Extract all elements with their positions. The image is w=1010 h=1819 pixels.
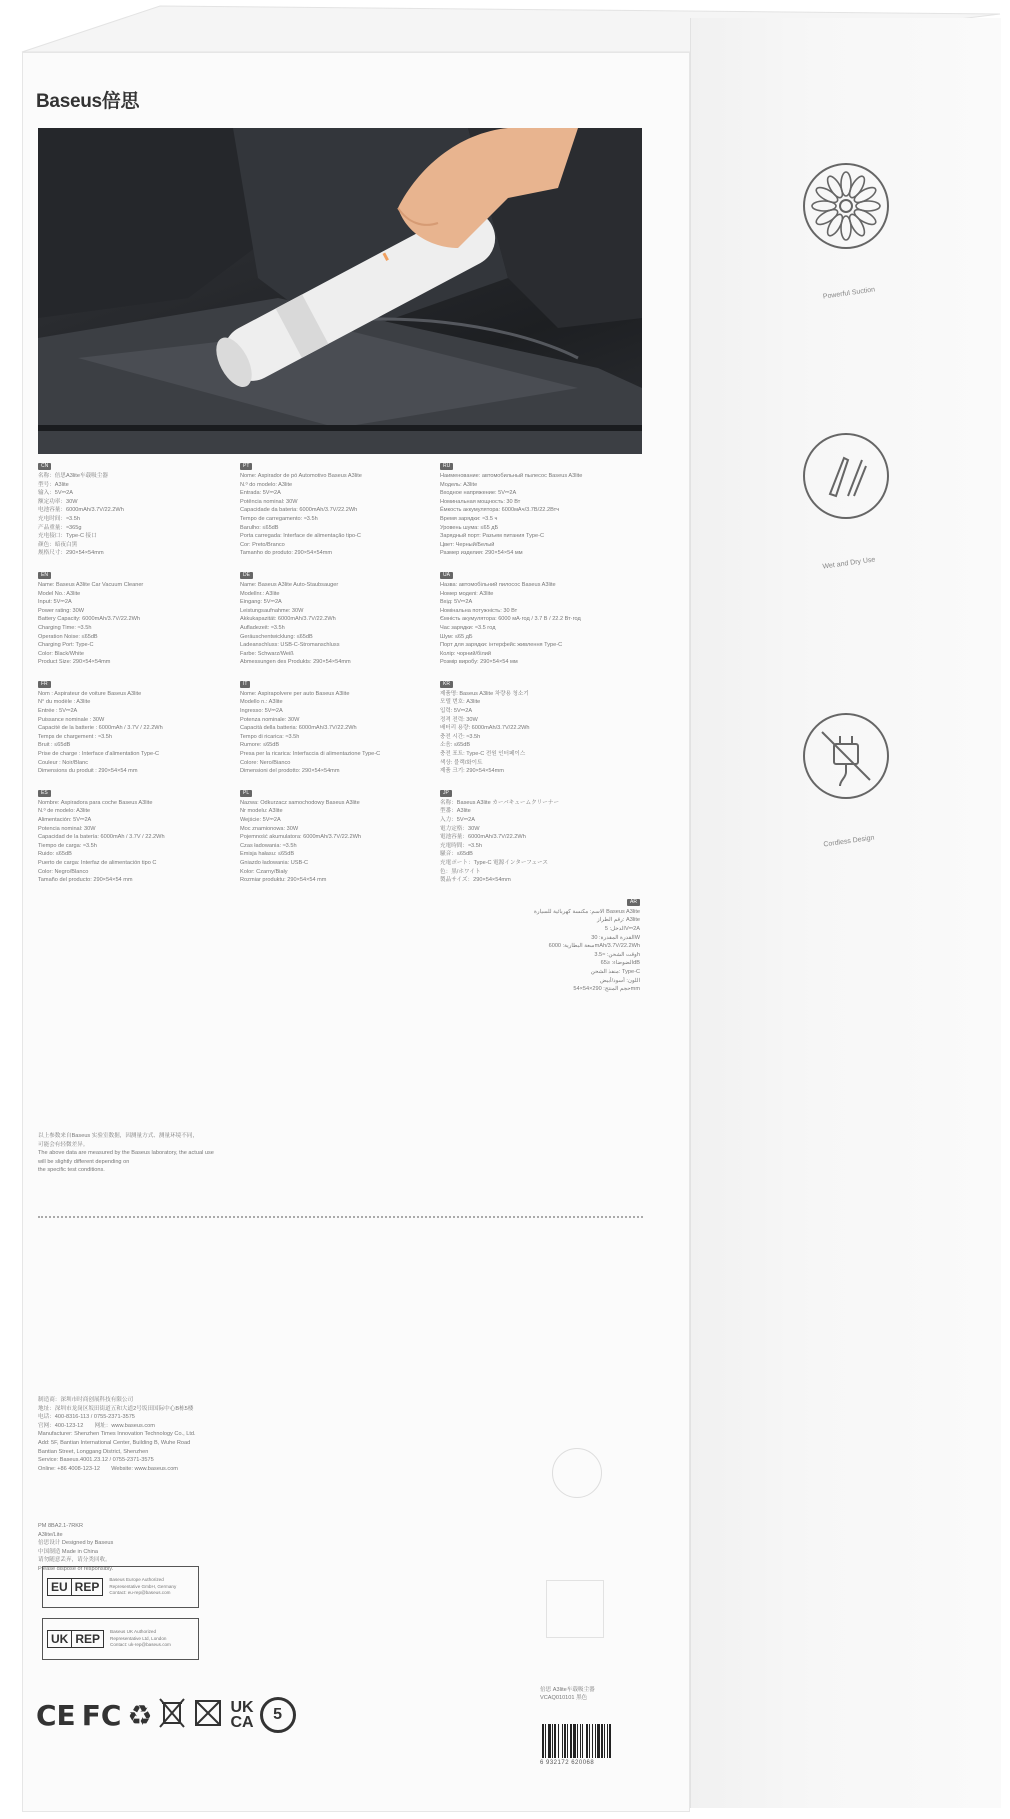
fan-outline: [804, 164, 888, 248]
spec-block: [440, 462, 640, 558]
text-line: Bantian Street, Longgang District, Shenzhen: [38, 1448, 149, 1455]
language-tag: IT: [240, 681, 250, 688]
text-line: 可能会有轻微差异。: [38, 1141, 89, 1148]
text-line: 产品重量：≈365g: [38, 524, 82, 531]
product-photo: [38, 128, 642, 454]
text-line: Вхід: 5V⎓2A: [440, 599, 473, 606]
text-line: Уровень шума: ≤65 дБ: [440, 524, 499, 531]
text-line: 电话：400-8316-113 / 0755-2371-3575: [38, 1414, 135, 1421]
barcode-bar: [564, 1724, 566, 1758]
barcode-bar: [567, 1724, 568, 1758]
text-line: Name: Baseus A3lite Car Vacuum Cleaner: [38, 581, 144, 588]
recycling-class-icon: [192, 1697, 224, 1734]
text-line: Porta carregada: Interface de alimentação tipo-C: [240, 533, 361, 540]
text-line: Ёмкость аккумулятора: 6000мАч/3.7В/22.2Втч: [440, 507, 560, 514]
text-line: N.º do modelo: A3lite: [240, 481, 293, 488]
text-line: will be slightly different depending on: [38, 1158, 130, 1165]
text-line: Цвет: Черный/Белый: [440, 541, 495, 548]
barcode-bar: [562, 1724, 563, 1758]
text-line: Розмір виробу: 290×54×54 мм: [440, 659, 518, 666]
wet-dry-icon: [800, 430, 892, 522]
text-line: Шум: ≤65 дБ: [440, 633, 473, 640]
text-line: Nombre: Aspiradora para coche Baseus A3lite: [38, 799, 153, 806]
text-line: Tempo di ricarica: ≈3.5h: [240, 733, 300, 740]
barcode-bar: [570, 1724, 572, 1758]
text-line: Зарядный порт: Разъем питания Type-C: [440, 533, 545, 540]
eu-rep-address: [109, 1577, 198, 1597]
barcode-bar: [609, 1724, 611, 1758]
spec-disclaimer: [38, 1132, 308, 1175]
text-line: 额定功率：30W: [38, 498, 78, 505]
text-line: Nome: Aspirador de pó Automotivo Baseus A3lite: [240, 473, 362, 479]
text-line: Rumore: ≤65dB: [240, 742, 280, 749]
text-line: Capacidade da bateria: 6000mAh/3.7V/22.2Wh: [240, 507, 358, 514]
box-side-panel: [690, 18, 1001, 1808]
text-line: A3lite/Lite: [38, 1531, 63, 1538]
text-line: Размер изделия: 290×54×54 мм: [440, 550, 523, 557]
text-line: 騒音：≤65dB: [440, 851, 473, 858]
text-line: 정격 전력: 30W: [440, 716, 478, 723]
fan-hub: [840, 200, 852, 212]
text-line: Время зарядки: ≈3.5 ч: [440, 515, 498, 522]
spec-block: [240, 680, 440, 776]
cordless-plug-icon: [800, 710, 892, 802]
text-line: 電池容量：6000mAh/3.7V/22.2Wh: [440, 834, 526, 841]
text-line: 输入：5V⎓2A: [38, 490, 73, 497]
text-line: 入力：5V⎓2A: [440, 817, 475, 823]
text-line: 색상: 블랙/화이트: [440, 759, 483, 766]
text-line: Номінальна потужність: 30 Вт: [440, 607, 518, 614]
spec-block: [440, 680, 640, 776]
text-line: Color: Black/White: [38, 650, 85, 657]
text-line: Cor: Preto/Branco: [240, 541, 285, 548]
text-line: 충전 포트: Type-C 전원 인터페이스: [440, 751, 526, 758]
text-line: Manufacturer: Shenzhen Times Innovation Technology Co., Ltd.: [38, 1431, 196, 1438]
side-label-wet-dry: Wet and Dry Use: [822, 556, 876, 571]
text-line: Colore: Nero/Bianco: [240, 759, 291, 766]
text-line: Color: Negro/Blanco: [38, 868, 89, 875]
text-line: 颜色：暗夜白黑: [38, 541, 78, 548]
barcode-bar: [545, 1724, 546, 1758]
text-line: Порт для зарядки: інтерфейс живлення Type-C: [440, 642, 563, 649]
text-line: Aufladezeit: ≈3.5h: [240, 624, 285, 631]
barcode-bar: [589, 1724, 590, 1758]
text-line: Operation Noise: ≤65dB: [38, 633, 98, 640]
text-line: N° du modèle : A3lite: [38, 699, 91, 706]
text-line: Nome: Aspirapolvere per auto Baseus A3lite: [240, 690, 350, 697]
spec-block: [440, 571, 640, 667]
text-line: Kolor: Czarny/Biały: [240, 868, 288, 875]
text-line: Akkukapazität: 6000mAh/3.7V/22.2Wh: [240, 616, 336, 623]
text-line: The above data are measured by the Baseus laboratory, the actual use: [38, 1150, 214, 1157]
barcode-bar: [573, 1724, 576, 1758]
language-tag: RU: [440, 463, 453, 470]
text-line: 规格尺寸：290×54×54mm: [38, 550, 104, 557]
text-line: 充电接口：Type-C 接口: [38, 533, 97, 540]
language-tag: UA: [440, 572, 453, 579]
text-line: 電力定格：30W: [440, 825, 480, 832]
barcode-bar: [592, 1724, 593, 1758]
text-line: Nr modelu: A3lite: [240, 808, 283, 815]
brand-logo: Baseus倍思: [36, 91, 140, 112]
text-line: Charging Port: Type-C: [38, 642, 94, 649]
text-line: 名称：倍思A3lite车载吸尘器: [38, 473, 108, 479]
text-line: 电池容量：6000mAh/3.7V/22.2Wh: [38, 507, 124, 514]
certification-marks: [36, 1696, 296, 1734]
text-line: Farbe: Schwarz/Weiß: [240, 650, 294, 657]
text-line: 充電時間：≈3.5h: [440, 842, 482, 849]
text-line: Входное напряжение: 5V⎓2A: [440, 490, 517, 497]
text-line: 충전 시간: ≈3.5h: [440, 733, 481, 740]
text-line: Модель: A3lite: [440, 481, 478, 488]
text-line: Add: 5F, Bantian International Center, Building B, Wuhe Road: [38, 1439, 191, 1446]
text-line: Potenza nominale: 30W: [240, 716, 300, 723]
dotted-divider: [38, 1216, 643, 1218]
text-line: Potencia nominal: 30W: [38, 825, 96, 832]
text-line: Modello n.: A3lite: [240, 699, 283, 706]
barcode-bar: [601, 1724, 603, 1758]
text-line: Tiempo de carga: ≈3.5h: [38, 842, 97, 849]
text-line: Presa per la ricarica: Interfaccia di alimentazione Type-C: [240, 751, 381, 758]
text-line: 제품명: Baseus A3lite 차량용 청소기: [440, 690, 529, 697]
text-line: القدرة المقدرة: 30W: [591, 934, 640, 941]
language-tag: AR: [627, 899, 640, 906]
text-line: 배터리 용량: 6000mAh/3.7V/22.2Wh: [440, 725, 530, 732]
text-line: 色：黒/ホワイト: [440, 868, 481, 875]
barcode-bar: [548, 1724, 551, 1758]
text-line: Potência nominal: 30W: [240, 498, 298, 505]
text-line: 倍思 A3lite车载吸尘器: [540, 1687, 595, 1693]
text-line: Charging Time: ≈3.5h: [38, 624, 92, 631]
text-line: Наименование: автомобильный пылесос Baseus A3lite: [440, 473, 583, 479]
language-tag: FR: [38, 681, 51, 688]
text-line: 名称：Baseus A3lite カーバキュームクリーナー: [440, 799, 560, 806]
text-line: PM 8BA2.1-7RKR: [38, 1523, 84, 1529]
barcode-bar: [582, 1724, 583, 1758]
text-line: وقت الشحن: ≈3.5h: [594, 951, 640, 958]
spec-block: [38, 789, 238, 885]
text-line: 以上参数来自Baseus 实验室数据，因测量方式、测量环境不同，: [38, 1133, 199, 1139]
spec-block: [38, 571, 238, 667]
spec-column-3: [440, 462, 640, 1007]
uk-rep-box: [42, 1618, 199, 1660]
text-line: 充电时间：≈3.5h: [38, 515, 80, 522]
barcode: [540, 1722, 640, 1760]
text-line: Nazwa: Odkurzacz samochodowy Baseus A3lite: [240, 799, 360, 806]
text-line: Representative Ltd, London: [110, 1635, 167, 1641]
recycle-icon: ♻: [127, 1699, 153, 1731]
spec-column-2: [240, 462, 440, 898]
barcode-bar: [580, 1724, 581, 1758]
text-line: Please dispose of responsibly.: [38, 1565, 114, 1572]
text-line: Barulho: ≤65dB: [240, 524, 279, 531]
spec-block: [38, 680, 238, 776]
text-line: Entrée : 5V⎓2A: [38, 708, 78, 715]
text-line: Tamaño del producto: 290×54×54 mm: [38, 877, 133, 884]
fc-mark: FC: [81, 1698, 122, 1732]
text-line: Rozmiar produktu: 290×54×54 mm: [240, 877, 327, 884]
text-line: Name: Baseus A3lite Auto-Staubsauger: [240, 581, 339, 588]
text-line: الدخل: 5V⎓2A: [604, 925, 640, 932]
spec-block: [240, 462, 440, 558]
eu-rep-box: [42, 1566, 199, 1608]
text-line: Tempo de carregamento: ≈3.5h: [240, 515, 318, 522]
text-line: N.º de modelo: A3lite: [38, 808, 91, 815]
text-line: 地址：深圳市龙岗区坂田街道五和大道2号坂田国际中心B栋5楼: [38, 1405, 194, 1412]
text-line: Puerto de carga: Interfaz de alimentación tipo C: [38, 859, 157, 866]
weee-bin-icon: [158, 1697, 186, 1734]
text-line: Modellnr.: A3lite: [240, 590, 280, 597]
spec-block: [440, 898, 640, 994]
faint-square-emblem: [546, 1580, 604, 1638]
side-label-cordless: Cordless Design: [823, 834, 875, 849]
text-line: 型号：A3lite: [38, 481, 69, 488]
text-line: Entrada: 5V⎓2A: [240, 490, 281, 497]
text-line: 製品サイズ：290×54×54mm: [440, 877, 511, 884]
text-line: Baseus UK Authorized: [110, 1629, 156, 1635]
language-tag: CN: [38, 463, 51, 470]
text-line: the specific test conditions.: [38, 1167, 105, 1174]
barcode-bar: [542, 1724, 544, 1758]
text-line: Prise de charge : Interface d'alimentation Type-C: [38, 751, 159, 758]
text-line: Power rating: 30W: [38, 607, 85, 614]
text-line: 모델 번호: A3lite: [440, 699, 481, 706]
text-line: Temps de chargement : ≈3.5h: [38, 733, 112, 740]
text-line: Input: 5V⎓2A: [38, 599, 72, 606]
text-line: 소음: ≤65dB: [440, 742, 471, 749]
side-label-suction: Powerful Suction: [822, 286, 876, 301]
text-line: 充電ポート：Type-C 電源インターフェース: [440, 859, 549, 866]
text-line: 입력: 5V⎓2A: [440, 708, 473, 715]
text-line: Wejście: 5V⎓2A: [240, 817, 281, 823]
text-line: Номер моделі: A3lite: [440, 590, 494, 597]
language-tag: PT: [240, 463, 252, 470]
text-line: Czas ładowania: ≈3.5h: [240, 842, 297, 849]
text-line: Pojemność akumulatora: 6000mAh/3.7V/22.2Wh: [240, 834, 361, 841]
text-line: Representative GmbH, Germany: [109, 1583, 177, 1589]
spec-block: [38, 462, 238, 558]
barcode-bar: [604, 1724, 605, 1758]
language-tag: JP: [440, 790, 452, 797]
barcode-number: 6 932172 620068: [540, 1760, 595, 1766]
text-line: 제품 크기: 290×54×54mm: [440, 768, 504, 775]
text-line: Online: +86 4008-123-12 Website: www.baseus.com: [38, 1465, 178, 1472]
barcode-bar: [552, 1724, 553, 1758]
text-line: Leistungsaufnahme: 30W: [240, 607, 304, 614]
text-line: Capacité de la batterie : 6000mAh / 3.7V / 22.2Wh: [38, 725, 163, 732]
text-line: Emisja hałasu: ≤65dB: [240, 851, 295, 858]
text-line: Product Size: 290×54×54mm: [38, 659, 111, 666]
eu-rep-tag: EU REP: [47, 1578, 103, 1596]
text-line: VCAQ010101 黑色: [540, 1695, 588, 1701]
text-line: Назва: автомобільний пилосос Baseus A3lite: [440, 581, 556, 588]
text-line: رقم الطراز: A3lite: [597, 917, 640, 924]
text-line: Alimentación: 5V⎓2A: [38, 817, 92, 823]
text-line: Geräuschentwicklung: ≤65dB: [240, 633, 313, 640]
text-line: Service: Baseus.4001.23.12 / 0755-2371-3575: [38, 1457, 154, 1464]
text-line: Model No.: A3lite: [38, 590, 81, 597]
text-line: 倍思设计 Designed by Baseus: [38, 1540, 114, 1547]
ce-mark: CE: [36, 1698, 76, 1732]
suction-fan-icon: [800, 160, 892, 252]
text-line: الضوضاء: ≤65dB: [600, 960, 640, 967]
class-five-mark: 5: [260, 1697, 296, 1733]
text-line: Номинальная мощность: 30 Вт: [440, 498, 521, 505]
text-line: Eingang: 5V⎓2A: [240, 599, 282, 606]
text-line: حجم المنتج: 290×54×54mm: [573, 986, 640, 993]
text-line: 制造商：深圳市时商创展科技有限公司: [38, 1397, 134, 1403]
text-line: Час зарядки: ≈3.5 год: [440, 624, 496, 631]
spec-column-1: [38, 462, 238, 898]
text-line: سعة البطارية: 6000mAh/3.7V/22.2Wh: [548, 943, 640, 950]
barcode-bar: [554, 1724, 556, 1758]
manufacturer-info: [38, 1396, 338, 1473]
text-line: Contact: uk-rep@baseus.com: [110, 1642, 171, 1648]
ukca-mark: UK CA: [230, 1699, 254, 1731]
barcode-bar: [607, 1724, 608, 1758]
text-line: 型番：A3lite: [440, 808, 471, 815]
text-line: اللون: أسود/أبيض: [599, 977, 640, 984]
text-line: Capacità della batteria: 6000mAh/3.7V/22.2Wh: [240, 725, 357, 732]
language-tag: KR: [440, 681, 453, 688]
text-line: Abmessungen des Produkts: 290×54×54mm: [240, 659, 351, 666]
text-line: Ingresso: 5V⎓2A: [240, 708, 283, 715]
text-line: 中国制造 Made in China: [38, 1548, 98, 1555]
faint-circle-emblem: [552, 1448, 602, 1498]
language-tag: EN: [38, 572, 51, 579]
text-line: Dimensioni del prodotto: 290×54×54mm: [240, 768, 340, 775]
text-line: Battery Capacity: 6000mAh/3.7V/22.2Wh: [38, 616, 140, 623]
barcode-bar: [597, 1724, 600, 1758]
uk-rep-tag: UK REP: [47, 1630, 104, 1648]
text-line: Capacidad de la batería: 6000mAh / 3.7V / 22.2Wh: [38, 834, 165, 841]
text-line: Dimensions du produit : 290×54×54 mm: [38, 768, 138, 775]
language-tag: ES: [38, 790, 51, 797]
text-line: Baseus Europe Authorized: [109, 1577, 164, 1583]
text-line: Nom : Aspirateur de voiture Baseus A3lite: [38, 690, 142, 697]
text-line: Tamanho do produto: 290×54×54mm: [240, 550, 333, 557]
uk-rep-address: [110, 1629, 198, 1649]
text-line: Couleur : Noir/Blanc: [38, 759, 89, 766]
text-line: Puissance nominale : 30W: [38, 716, 105, 723]
text-line: Ruido: ≤65dB: [38, 851, 72, 858]
language-tag: PL: [240, 790, 252, 797]
text-line: Колір: чорний/білий: [440, 650, 491, 657]
text-line: Moc znamionowa: 30W: [240, 825, 299, 832]
barcode-label: [540, 1686, 640, 1702]
text-line: 请勿随意丢弃，请分类回收。: [38, 1557, 111, 1564]
barcode-bar: [595, 1724, 596, 1758]
spec-block: [240, 571, 440, 667]
text-line: منفذ الشحن: Type-C: [590, 968, 640, 975]
spec-block: [240, 789, 440, 885]
barcode-bar: [558, 1724, 559, 1758]
barcode-bar: [586, 1724, 588, 1758]
language-tag: DE: [240, 572, 253, 579]
text-line: Ємність акумулятора: 6000 мА·год / 3.7 В / 22.2 Вт·год: [440, 616, 581, 623]
text-line: Gniazdo ładowania: USB-C: [240, 859, 309, 866]
text-line: الاسم: مكنسة كهربائية للسيارة Baseus A3lite: [534, 908, 640, 915]
text-line: Ladeanschluss: USB-C-Stromanschluss: [240, 642, 340, 649]
spec-block: [440, 789, 640, 885]
barcode-bar: [577, 1724, 578, 1758]
text-line: Contact: eu-rep@baseus.com: [109, 1590, 171, 1596]
text-line: Bruit : ≤65dB: [38, 742, 71, 749]
text-line: 官网：400-123-12 网址：www.baseus.com: [38, 1422, 155, 1429]
